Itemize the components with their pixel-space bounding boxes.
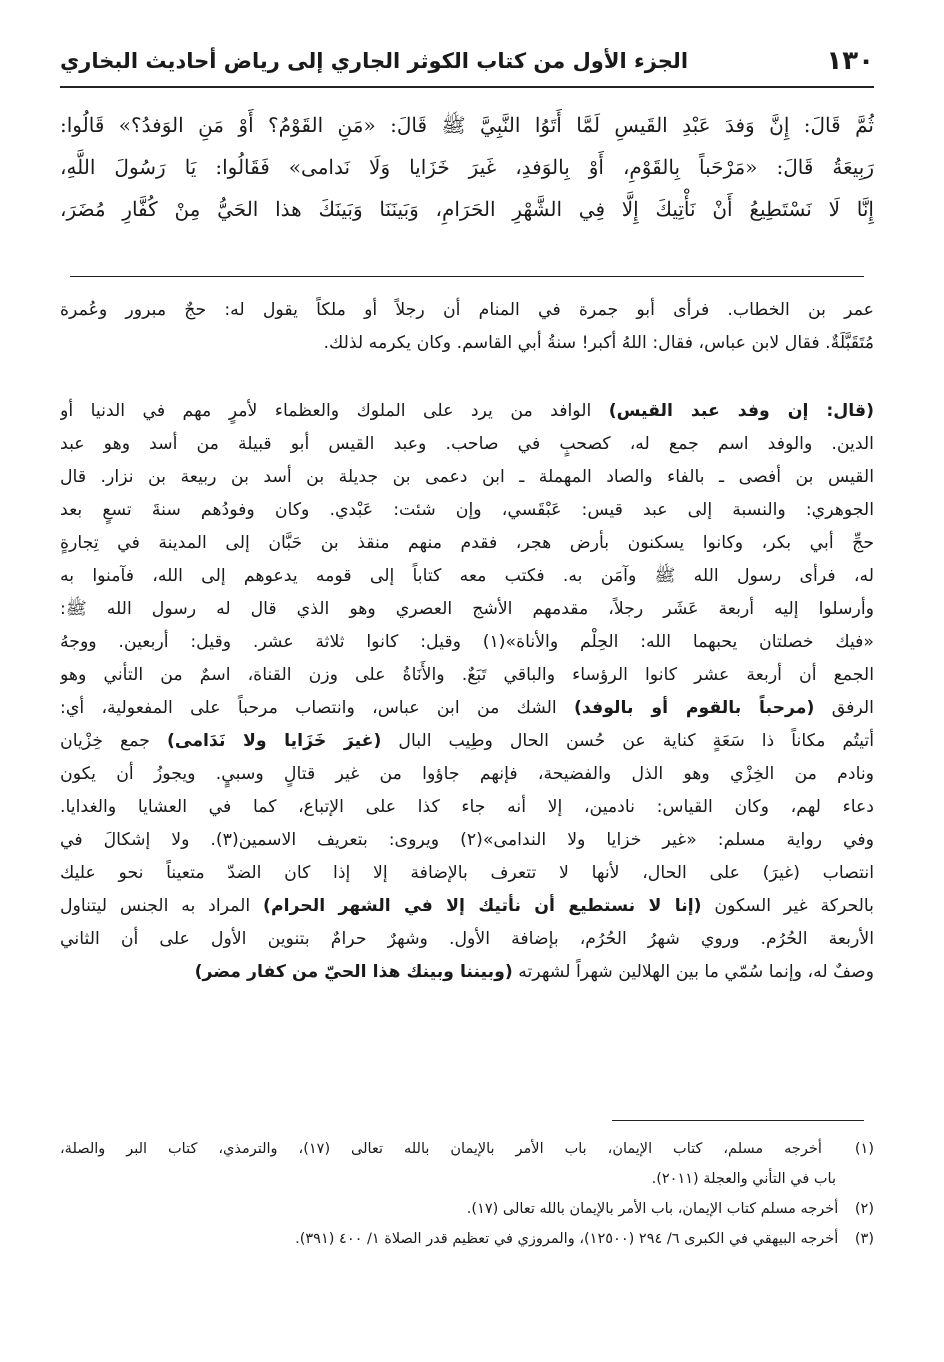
commentary-line (60, 956, 874, 989)
quoted-hadith-phrase: (غيرَ خَزَايا ولا نَدَامى) (166, 731, 382, 751)
footnote-line (60, 1134, 874, 1164)
commentary-line (60, 791, 874, 824)
commentary-text: بالحركة غير السكون (701, 896, 874, 916)
commentary-text: الشك من ابن عباس، وانتصاب مرحباً على المفعولية، أي: (60, 698, 575, 718)
quoted-hadith-phrase: (قال: إن وفد عبد القيس) (608, 401, 874, 421)
commentary-line (60, 857, 874, 890)
commentary-line (60, 725, 874, 758)
footnote-line (60, 1224, 874, 1254)
page-number: ١٣٠ (826, 46, 874, 76)
footnotes (60, 1134, 874, 1254)
commentary-body (60, 395, 874, 989)
commentary-line (60, 758, 874, 791)
commentary-text: انتصاب (غيرَ) على الحال، لأنها لا تتعرف بالإضافة إلا إذا كان الضدّ متعيناً نحو عليك (60, 863, 874, 883)
commentary-line (60, 428, 874, 461)
commentary-line: عمر بن الخطاب. فرأى أبو جمرة في المنام أن رجلاً أو ملكاً يقول له: حجٌ مبرور وعُمرة (60, 300, 874, 320)
commentary-text: وفي رواية مسلم: «غير خزايا ولا الندامى»(٢) ويروى: بتعريف الاسمين(٣). ولا إشكالَ في (60, 830, 874, 850)
footnote-text: أخرجه مسلم كتاب الإيمان، باب الأمر بالإيمان بالله تعالى (١٧). (466, 1201, 839, 1217)
commentary-line (60, 560, 874, 593)
footnote-text: أخرجه مسلم، كتاب الإيمان، باب الأمر بالإيمان بالله تعالى (١٧)، والترمذي، كتاب البر والصلة، (60, 1141, 822, 1157)
commentary-text: حجِّ أبي بكر، وكانوا يسكنون بأرض هجر، فقدم منهم منقذ بن حَبَّان إلى المدينة في تِجارةٍ (60, 533, 874, 553)
commentary-line (60, 461, 874, 494)
header-rule (60, 86, 874, 88)
footnote-rule (612, 1120, 864, 1121)
commentary-text: «فيك خصلتان يحبهما الله: الحِلْم والأناة»(١) وقيل: كانوا ثلاثة عشر. وقيل: أربعين. ووجهُ (60, 632, 874, 652)
commentary-intro (60, 294, 874, 360)
commentary-text: أتيتُم مكاناً ذا سَعَةٍ كناية عن حُسن الحال وطِيب البال (381, 731, 874, 751)
hadith-line: ثُمَّ قَالَ: إِنَّ وَفدَ عَبْدِ القَيسِ لَمَّا أَتَوُا النَّبِيَّ ﷺ قَالَ: «مَنِ القَوْمُ؟ أَوْ مَنِ الوَفدُ؟» قَالُوا: (60, 113, 874, 137)
commentary-text: الدين. والوفد اسم جمع له، كصحبٍ في صاحب. وعبد القيس أبو قبيلة من أسد وهو عبد (60, 434, 874, 454)
hadith-line: رَبِيعَةُ قَالَ: «مَرْحَباً بِالقَوْمِ، أَوْ بِالوَفدِ، غَيرَ خَزَايا وَلَا نَدامى» فَقَالُوا: يَا رَسُولَ اللَّهِ، (60, 155, 874, 179)
section-divider (70, 276, 864, 277)
commentary-line (60, 626, 874, 659)
quoted-hadith-phrase: (وبيننا وبينك هذا الحيّ من كفار مضر) (194, 962, 513, 982)
hadith-text (60, 104, 874, 230)
commentary-text: له، فرأى رسول الله ﷺ وآمَن به. فكتب معه كتاباً إلى قومه يدعوهم إلى الله، فآمنوا به (60, 566, 874, 586)
footnote-line (60, 1194, 874, 1224)
commentary-text: الجوهري: والنسبة إلى عبد قيس: عَبْقَسي، وإن شئت: عَبْدي. وكان وفودُهم سنةَ تسعٍ بعد (60, 500, 874, 520)
commentary-text: الجمع أن أربعة عشر كانوا الرؤساء والباقي تَبَعٌ. والأَنَاةُ على وزن القناة، اسمٌ من التأني وهو (60, 665, 874, 685)
commentary-line (60, 824, 874, 857)
footnote-number: (١) (833, 1141, 874, 1157)
commentary-text: الرفق (814, 698, 874, 718)
commentary-line: مُتَقَبَّلَةٌ. فقال لابن عباس، فقال: اللهُ أكبر! سنةُ أبي القاسم. وكان يكرمه لذلك. (323, 333, 874, 353)
commentary-line (60, 494, 874, 527)
commentary-text: وأرسلوا إليه أربعة عَشَر رجلاً، مقدمهم الأشج العصري وهو الذي قال له رسول الله ﷺ: (60, 599, 874, 619)
running-title: الجزء الأول من كتاب الكوثر الجاري إلى رياض أحاديث البخاري (60, 49, 689, 73)
commentary-text: ونادم من الخِزْي وهو الذل والفضيحة، فإنهم جاؤوا من غير قتالٍ وسبيٍ. ويجوزُ أن يكون (60, 764, 874, 784)
commentary-text: دعاء لهم، وكان القياس: نادمين، إلا أنه جاء كذا على الإتباع، كما في العشايا والغدايا. (60, 797, 874, 817)
commentary-text: جمع خِزْيان (60, 731, 167, 751)
page-header (60, 38, 874, 84)
commentary-line (60, 395, 874, 428)
quoted-hadith-phrase: (إنا لا نستطيع أن نأتيك إلا في الشهر الحرام) (263, 896, 702, 916)
commentary-text: المراد به الجنس ليتناول (60, 896, 264, 916)
commentary-text: الأربعة الحُرُم. وروي شهرُ الحُرُم، بإضافة الأول. وشهرٌ حرامٌ بتنوين الأول على أن الثاني (60, 929, 874, 949)
footnote-number: (٢) (850, 1201, 874, 1217)
footnote-text: باب في التأني والعجلة (٢٠١١). (651, 1171, 836, 1187)
commentary-text: وصفٌ له، وإنما سُمّي ما بين الهلالين شهراً لشهرته (512, 962, 874, 982)
footnote-number: (٣) (850, 1231, 874, 1247)
footnote-line (60, 1164, 874, 1194)
quoted-hadith-phrase: (مرحباً بالقوم أو بالوفد) (574, 698, 815, 718)
commentary-line (60, 593, 874, 626)
commentary-line (60, 692, 874, 725)
hadith-line: إِنَّا لَا نَسْتَطِيعُ أَنْ نَأْتِيكَ إِلَّا فِي الشَّهْرِ الحَرَامِ، وَبَينَنَا وَبَينَكَ هذا الحَيُّ مِنْ كُفَّارِ مُضَرَ، (60, 197, 874, 221)
commentary-line (60, 527, 874, 560)
commentary-line (60, 659, 874, 692)
commentary-line (60, 923, 874, 956)
commentary-text: القيس بن أفصى ـ بالفاء والصاد المهملة ـ ابن دعمى بن جديلة بن أسد بن ربيعة بن نزار. قال (60, 467, 874, 487)
commentary-text: الوافد من يرد على الملوك والعظماء لأمرٍ مهم في الدنيا أو (60, 401, 609, 421)
commentary-line (60, 890, 874, 923)
footnote-text: أخرجه البيهقي في الكبرى ٦/ ٢٩٤ (١٢٥٠٠)، والمروزي في تعظيم قدر الصلاة ١/ ٤٠٠ (٣٩١). (295, 1231, 839, 1247)
